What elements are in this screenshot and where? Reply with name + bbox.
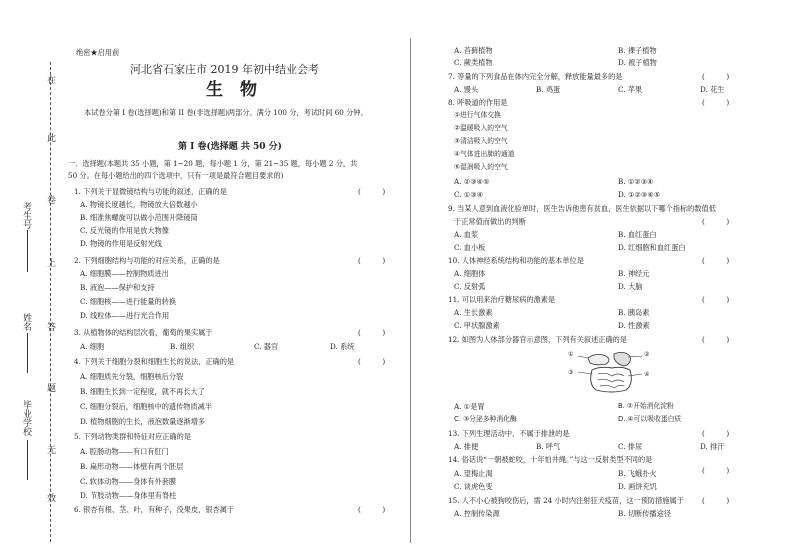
binding-word: 答	[45, 322, 55, 331]
option: D. 排汗	[700, 442, 725, 451]
option: B. 血红蛋白	[618, 230, 657, 239]
question-stem: 10. 人体神经系统结构和功能的基本单位是	[448, 256, 584, 265]
question-stem: 11. 可以用来治疗糖尿病的激素是	[448, 295, 556, 304]
answer-blank: ( )	[358, 505, 386, 514]
answer-blank: ( )	[702, 335, 730, 344]
question-stem: 3. 从植物体的结构层次看，葡萄的果实属于	[74, 328, 213, 337]
statement: ④气体进出肺的通道	[454, 150, 515, 158]
diagram-label: ②	[644, 351, 650, 358]
binding-word: 在	[45, 75, 55, 84]
option: D. 被子植物	[618, 58, 657, 67]
subject-title: 生 物	[206, 80, 257, 100]
statement: ③清洁吸入的空气	[454, 137, 508, 145]
option: D. ④可以吸收蛋白质	[618, 415, 682, 423]
name-label: 姓名	[21, 313, 31, 331]
option: B. 细胞生长到一定程度，就不再长大了	[80, 387, 205, 396]
answer-blank: ( )	[702, 217, 730, 226]
option: B. 扁形动物——体壁有两个胚层	[80, 462, 184, 471]
option: C. 细胞分裂后，细胞核中的遗传物质减半	[80, 402, 213, 411]
option: B. 细准焦螺旋可以做小范围升降镜筒	[80, 213, 198, 222]
option: A. 细胞膜——控制物质进出	[80, 269, 169, 278]
option: A. 细胞质先分裂，细胞核后分裂	[80, 372, 184, 381]
option: C. 谈虎色变	[454, 482, 493, 491]
answer-blank: ( )	[702, 295, 730, 304]
question-stem: 14. 俗话说“一朝被蛇咬，十年怕井绳。”与这一反射类型不同的是	[448, 455, 653, 464]
option: B. 切断传播途径	[618, 509, 671, 518]
option: B. ②开始消化淀粉	[618, 402, 674, 410]
binding-word: 效	[45, 493, 55, 502]
answer-blank: ( )	[358, 187, 386, 196]
option: B. 液泡——保护和支持	[80, 283, 155, 292]
statement: ②温暖吸入的空气	[454, 124, 508, 132]
answer-blank: ( )	[702, 466, 730, 475]
option: C. 器官	[254, 342, 279, 351]
school-label: 毕业学校	[21, 400, 31, 436]
option: C. 反光镜的作用是放大物像	[80, 226, 169, 235]
option: A. 排便	[454, 442, 479, 451]
diagram-label: ③	[568, 369, 574, 376]
option: D. 线粒体——进行光合作用	[80, 311, 170, 320]
question-stem: 1. 下列关于显微镜结构与功能的叙述，正确的是	[74, 187, 227, 196]
option: A. 血浆	[454, 230, 479, 239]
option: B. 神经元	[618, 269, 650, 278]
exam-number-line	[27, 230, 28, 272]
option: D. 画饼充饥	[618, 482, 657, 491]
statement: ①进行气体交换	[454, 111, 501, 119]
option: D. 物镜的作用是反射光线	[80, 239, 162, 248]
option: C. 蕨类植物	[454, 58, 493, 67]
option: D. 节肢动物——身体里有脊柱	[80, 491, 177, 500]
binding-margin	[0, 0, 68, 560]
answer-blank: ( )	[702, 496, 730, 505]
option: A. 控制传染源	[454, 509, 500, 518]
binding-word: 卷	[45, 195, 55, 204]
column-divider	[410, 38, 411, 543]
question-stem: 8. 呼吸道的作用是	[448, 98, 508, 107]
option: A. 细胞	[80, 342, 105, 351]
option: B. ①②③④	[618, 177, 654, 186]
answer-blank: ( )	[702, 72, 730, 81]
answer-blank: ( )	[358, 328, 386, 337]
answer-blank: ( )	[358, 256, 386, 265]
diagram-label: ④	[644, 371, 650, 378]
section-title: 第 I 卷(选择题 共 50 分)	[178, 142, 282, 152]
option: D. 花生	[700, 85, 725, 94]
option: C. ③分泌多种消化酶	[454, 415, 517, 423]
option: C. 血小板	[454, 243, 486, 252]
option: C. 软体动物——身体有外套膜	[80, 477, 177, 486]
option: D. 植物细胞的生长，液泡数量逐渐增多	[80, 417, 206, 426]
option: C. 苹果	[618, 85, 643, 94]
option: B. 胰岛素	[618, 308, 650, 317]
question-stem-cont: 于正常值而做出的判断	[454, 217, 526, 226]
option: C. 反射弧	[454, 282, 486, 291]
binding-word: 此	[45, 133, 55, 142]
option: D. ①②③④⑤	[618, 190, 661, 199]
option: D. 系统	[330, 342, 355, 351]
option: C. ①③④	[454, 190, 484, 199]
answer-blank: ( )	[702, 429, 730, 438]
digestive-organs-diagram	[566, 348, 656, 396]
section-instructions: 一、选择题(本题共 35 小题，第 1~20 题，每小题 1 分，第 21~35 题，每小题 2 分，共 50 分。在每小题给出的四个选项中，只有一项是最符合题目要求的)	[68, 159, 358, 180]
option: C. 排尿	[618, 442, 643, 451]
option: A. ①是胃	[454, 402, 485, 411]
binding-word: 题	[45, 383, 55, 392]
option: D. 红细胞和血红蛋白	[618, 243, 686, 252]
option: D. 大脑	[618, 282, 643, 291]
question-stem: 6. 银杏有根、茎、叶，有种子，没果皮，银杏属于	[74, 505, 235, 514]
question-stem: 5. 下列动物类群和特征对应正确的是	[74, 432, 191, 441]
question-stem: 12. 如图为人体部分器官示意图，下列有关叙述正确的是	[448, 335, 628, 344]
binding-word: 无	[45, 445, 55, 454]
option: B. 裸子植物	[618, 46, 657, 55]
secret-label: 绝密★启用前	[76, 48, 120, 57]
exam-intro: 本试卷分第 I 卷(选择题)和第 II 卷(非选择题)两部分。满分 100 分，考试时间 60 分钟。	[84, 108, 368, 117]
question-stem: 15. 人不小心被狗咬伤后，需 24 小时内注射狂犬疫苗，这一预防措施属于	[448, 496, 684, 505]
option: A. 生长激素	[454, 308, 493, 317]
school-line	[27, 440, 28, 480]
answer-blank: ( )	[702, 98, 730, 107]
question-stem: 2. 下列细胞结构与功能的对应关系，正确的是	[74, 256, 220, 265]
option: A. 馒头	[454, 85, 479, 94]
option: D. 性激素	[618, 321, 650, 330]
exam-title: 河北省石家庄市 2019 年初中结业会考	[130, 63, 319, 76]
name-line	[27, 333, 28, 373]
option: A. 望梅止渴	[454, 469, 493, 478]
question-stem: 7. 等量的下列食品在体内完全分解，释放能量最多的是	[448, 72, 623, 81]
option: A. 腔肠动物——有口有肛门	[80, 447, 169, 456]
option: B. 呼气	[536, 442, 561, 451]
question-stem: 9. 当某人意到血液化验单时，医生告诉他患有贫血，医生依据以下哪个指标的数值低	[448, 204, 716, 213]
option: B. 飞蛾扑火	[618, 469, 657, 478]
option: A. 苔藓植物	[454, 46, 493, 55]
diagram-label: ①	[568, 351, 574, 358]
answer-blank: ( )	[702, 256, 730, 265]
answer-blank: ( )	[358, 357, 386, 366]
option: A. 物镜长度越长，物镜放大倍数越小	[80, 200, 198, 209]
option: A. ②③④⑤	[454, 177, 490, 186]
question-stem: 13. 下列生理活动中，不属于排泄的是	[448, 429, 570, 438]
exam-number-label: 考生号	[21, 202, 31, 229]
question-stem: 4. 下列关于细胞分裂和细胞生长的说法，正确的是	[74, 357, 235, 366]
statement: ⑤湿润吸入的空气	[454, 163, 508, 171]
option: B. 组织	[170, 342, 195, 351]
option: C. 甲状腺激素	[454, 321, 500, 330]
binding-word: 上	[45, 258, 55, 267]
option: C. 细胞核——进行能量的转换	[80, 297, 177, 306]
digestive-system-illustration	[566, 348, 656, 396]
option: A. 细胞体	[454, 269, 486, 278]
option: B. 鸡蛋	[536, 85, 561, 94]
